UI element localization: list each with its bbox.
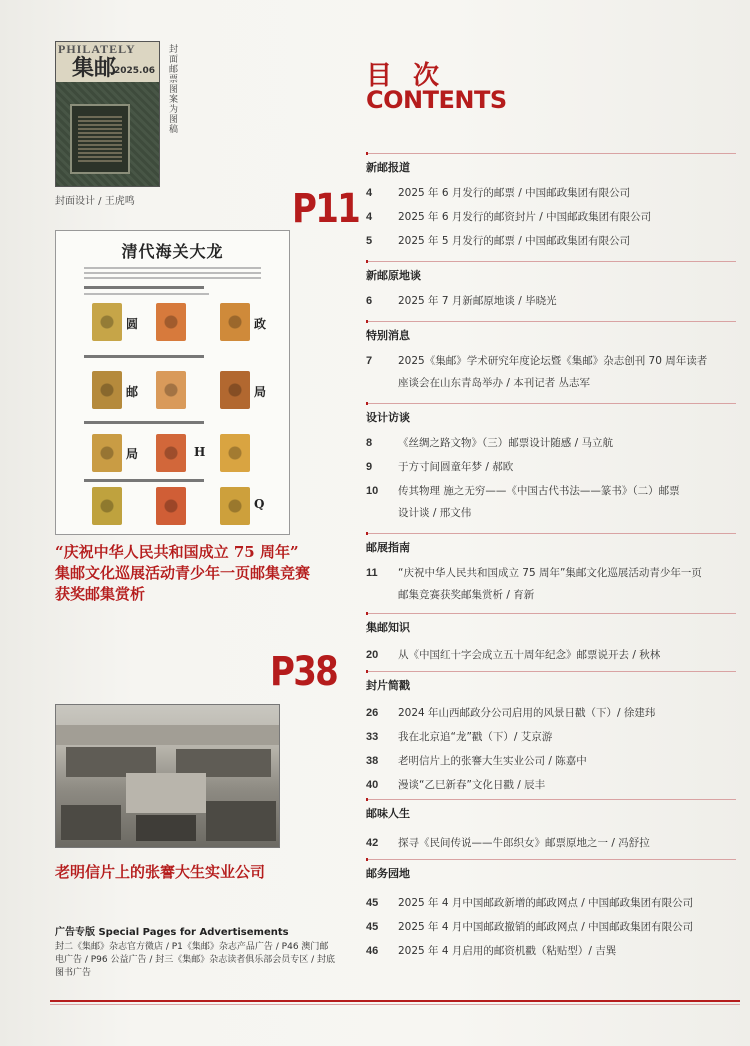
- stamp: [156, 487, 186, 525]
- toc-entry-page: 40: [366, 779, 379, 791]
- stamp: [92, 487, 122, 525]
- toc-entry-line: 邮集竞赛获奖邮集赏析 / 育新: [398, 589, 535, 601]
- toc-entry-page: 38: [366, 755, 379, 767]
- toc-entry-title: [398, 916, 728, 938]
- feature1-page-number: P11: [292, 186, 360, 232]
- feature1-caption-line: “庆祝中华人民共和国成立 75 周年”: [55, 543, 299, 561]
- toc-entry-title: [398, 456, 728, 478]
- cover-brand: PHILATELY: [58, 42, 136, 56]
- toc-entry-line: 设计谈 / 邢文伟: [398, 507, 472, 519]
- toc-entry-page: 20: [366, 649, 379, 661]
- toc-section-heading: 邮务园地: [366, 865, 736, 881]
- toc-entry-page: 7: [366, 355, 373, 367]
- cover-title: 集邮: [72, 55, 117, 81]
- cover-thumbnail: [55, 41, 160, 187]
- toc-entry-title: [398, 182, 728, 204]
- toc-entry-title: [398, 562, 728, 606]
- toc-entry-title: [398, 644, 728, 666]
- stamp: [220, 303, 250, 341]
- toc-entry-page: 4: [366, 211, 373, 223]
- toc-entry-line: 老明信片上的张謇大生实业公司 / 陈嘉中: [398, 755, 587, 767]
- toc-entry-line: 从《中国红十字会成立五十周年纪念》邮票说开去 / 秋林: [398, 649, 661, 661]
- toc-entry-page: 8: [366, 437, 373, 449]
- toc-section-heading: 封片简戳: [366, 677, 736, 693]
- toc-entry-page: 11: [366, 567, 378, 579]
- toc-entry-line: 漫谈“乙巳新春”文化日戳 / 辰丰: [398, 779, 546, 791]
- toc-entry-page: 46: [366, 945, 379, 957]
- stamp-char: 邮: [126, 385, 139, 399]
- feature2-page-number: P38: [270, 649, 338, 695]
- toc-entry-title: [398, 480, 728, 524]
- toc-entry-page: 42: [366, 837, 379, 849]
- toc-section-heading: 集邮知识: [366, 619, 736, 635]
- ads-text: 封二《集邮》杂志官方微店 / P1《集邮》杂志产品广告 / P46 澳门邮电广告 / P96 公益广告 / 封三《集邮》杂志读者俱乐部会员专区 / 封底 图书广告: [55, 942, 336, 978]
- toc-entry-title: [398, 432, 728, 454]
- stamp-exhibit-sheet: [55, 230, 290, 535]
- toc-entry-line: 2025《集邮》学术研究年度论坛暨《集邮》杂志创刊 70 周年读者: [398, 355, 708, 367]
- toc-entry-line: 探寻《民间传说——牛郎织女》邮票原地之一 / 冯舒拉: [398, 837, 650, 849]
- sheet-title: 清代海关大龙: [121, 242, 224, 261]
- toc-entry-line: “庆祝中华人民共和国成立 75 周年”集邮文化巡展活动青少年一页: [398, 567, 702, 579]
- toc-entry-title: [398, 230, 728, 252]
- historic-photo: [55, 704, 280, 848]
- toc-entry-line: 2025 年 4 月中国邮政新增的邮政网点 / 中国邮政集团有限公司: [398, 897, 694, 909]
- ads-title: 广告专版 Special Pages for Advertisements: [55, 927, 289, 938]
- stamp: [156, 371, 186, 409]
- toc-entry-title: [398, 750, 728, 772]
- toc-entry-line: 2025 年 6 月发行的邮资封片 / 中国邮政集团有限公司: [398, 211, 652, 223]
- toc-entry-line: 2025 年 4 月中国邮政撤销的邮政网点 / 中国邮政集团有限公司: [398, 921, 694, 933]
- toc-entry-line: 2025 年 5 月发行的邮票 / 中国邮政集团有限公司: [398, 235, 631, 247]
- toc-entry-line: 我在北京追“龙”戳（下）/ 艾京游: [398, 731, 553, 743]
- toc-section-heading: 邮味人生: [366, 805, 736, 821]
- toc-title-cn: 目 次: [366, 61, 446, 91]
- toc-entry-line: 座谈会在山东青岛举办 / 本刊记者 丛志军: [398, 377, 591, 389]
- toc-entry-title: [398, 350, 728, 394]
- toc-entry-line: 2025 年 6 月发行的邮票 / 中国邮政集团有限公司: [398, 187, 631, 199]
- stamp: [220, 371, 250, 409]
- toc-entry-line: 传其物理 施之无穷——《中国古代书法——篆书》（二）邮票: [398, 485, 680, 497]
- cover-credit: 封面设计 / 王虎鸣: [55, 196, 135, 207]
- feature1-caption: [55, 542, 345, 605]
- toc-entry-title: [398, 774, 728, 796]
- toc-entry-title: [398, 206, 728, 228]
- toc-entry-page: 6: [366, 295, 373, 307]
- toc-entry-title: [398, 702, 728, 724]
- stamp: [92, 303, 122, 341]
- stamp-char: 圆: [126, 317, 139, 331]
- toc-entry-page: 26: [366, 707, 379, 719]
- toc-section-heading: 邮展指南: [366, 539, 736, 555]
- toc-entry-line: 2025 年 4 月启用的邮资机戳（粘贴型）/ 吉巽: [398, 945, 617, 957]
- toc-entry-page: 4: [366, 187, 373, 199]
- bottom-rule: [50, 1000, 740, 1002]
- feature2-caption: 老明信片上的张謇大生实业公司: [55, 863, 266, 881]
- cover-masthead: [56, 42, 159, 82]
- toc-entry-line: 2024 年山西邮政分公司启用的风景日戳（下）/ 徐建玮: [398, 707, 656, 719]
- toc-entry-page: 9: [366, 461, 373, 473]
- toc-section-heading: 特别消息: [366, 327, 736, 343]
- stamp-char: Q: [254, 497, 265, 511]
- stamp-char: 局: [254, 385, 267, 399]
- toc-entry-title: [398, 892, 728, 914]
- stamp: [220, 434, 250, 472]
- toc-entry-page: 45: [366, 897, 379, 909]
- stamp: [156, 303, 186, 341]
- toc-entry-page: 5: [366, 235, 373, 247]
- toc-entry-title: [398, 940, 728, 962]
- cover-issue: 2025.06: [114, 66, 155, 76]
- toc-title-en: CONTENTS: [366, 86, 507, 114]
- stamp: [92, 371, 122, 409]
- toc-entry-page: 33: [366, 731, 379, 743]
- toc-entry-page: 45: [366, 921, 379, 933]
- toc-entry-line: 2025 年 7 月新邮原地谈 / 毕晓光: [398, 295, 557, 307]
- toc-section-heading: 新邮报道: [366, 159, 736, 175]
- toc-entry-title: [398, 290, 728, 312]
- cover-side-caption: 封面邮票图案为图稿: [167, 44, 177, 134]
- toc-section-heading: 设计访谈: [366, 409, 736, 425]
- feature1-caption-line: 集邮文化巡展活动青少年一页邮集竞赛: [55, 564, 311, 582]
- toc-entry-title: [398, 726, 728, 748]
- toc-entry-line: 《丝绸之路文物》（三）邮票设计随感 / 马立航: [398, 437, 613, 449]
- toc-entry-line: 于方寸间圆童年梦 / 郝欧: [398, 461, 514, 473]
- toc-entry-title: [398, 832, 728, 854]
- stamp-char: 局: [126, 447, 139, 461]
- feature1-caption-line: 获奖邮集赏析: [55, 585, 146, 603]
- stamp: [156, 434, 186, 472]
- stamp: [92, 434, 122, 472]
- toc-section-heading: 新邮原地谈: [366, 267, 736, 283]
- cover-stamp-panel: [70, 104, 130, 174]
- bottom-rule-thin: [50, 1004, 740, 1005]
- stamp-char: 政: [254, 317, 267, 331]
- toc-entry-page: 10: [366, 485, 379, 497]
- stamp-char: H: [194, 445, 206, 459]
- stamp: [220, 487, 250, 525]
